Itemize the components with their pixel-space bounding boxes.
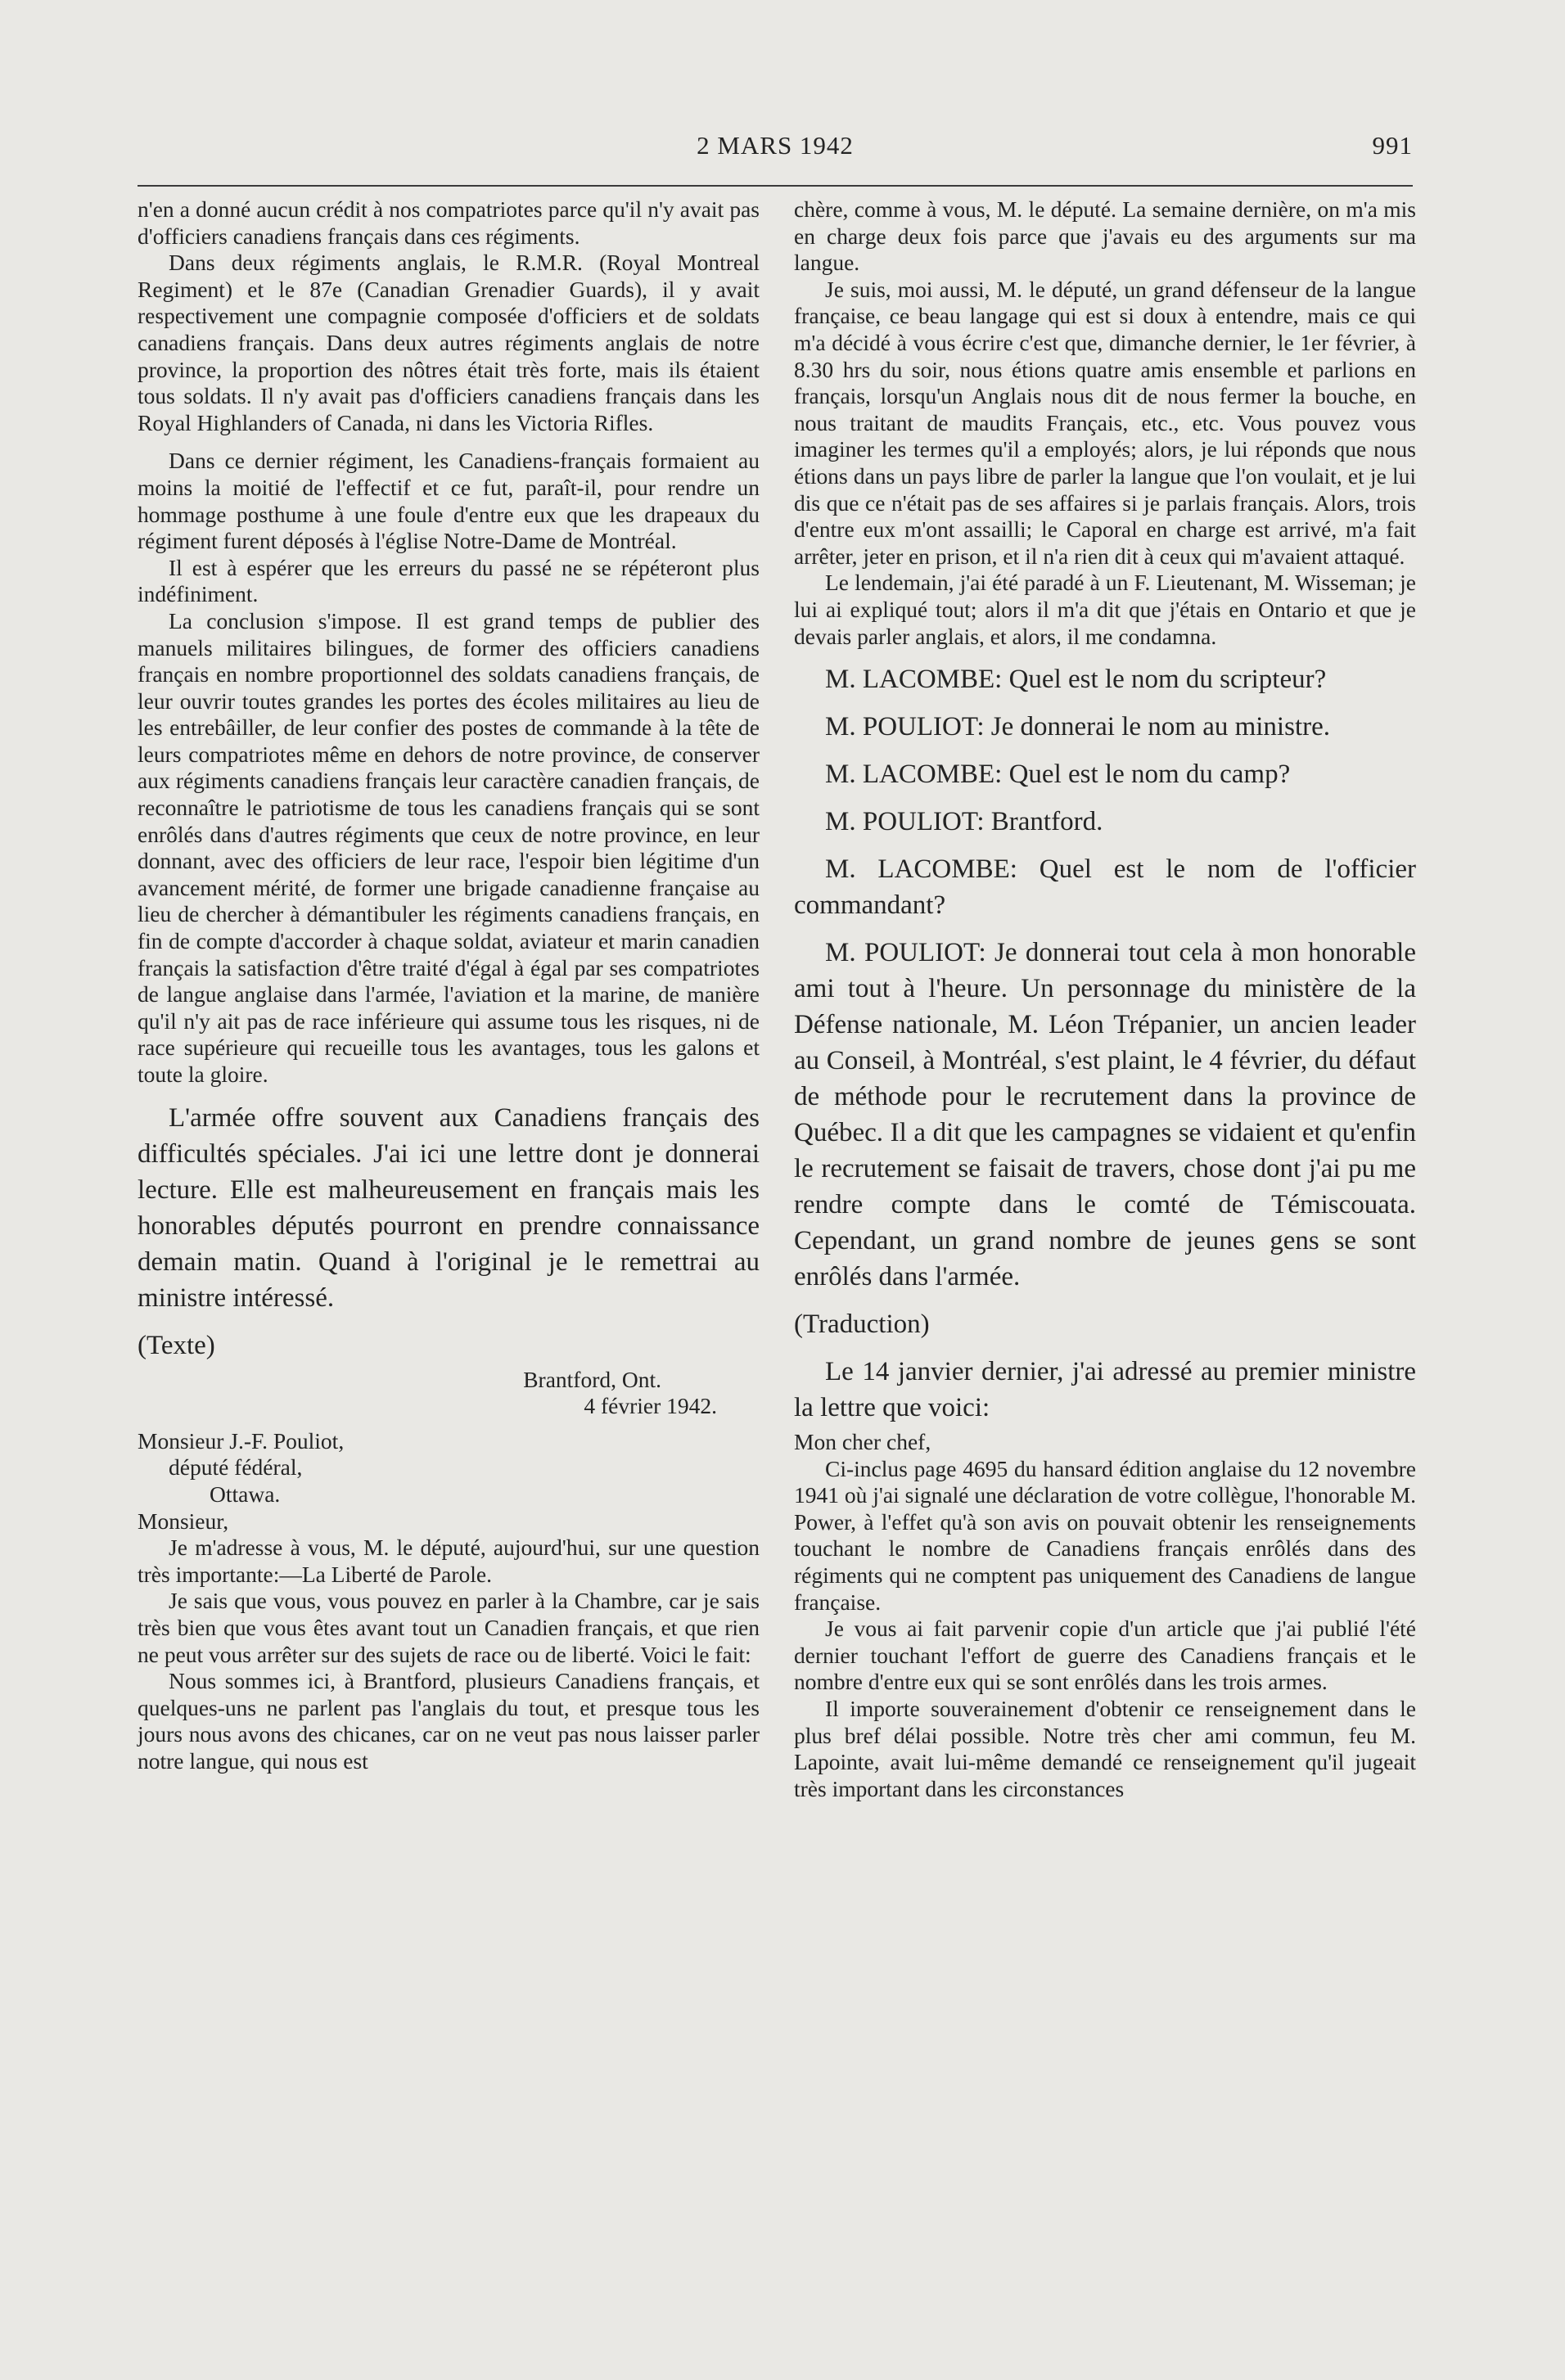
speech-paragraph: M. LACOMBE: Quel est le nom de l'officier commandant? — [794, 854, 1416, 921]
letter-paragraph: Je m'adresse à vous, M. le député, aujourd'hui, sur une question très importante:—La Liberté de Parole. — [138, 1535, 760, 1587]
letter-place: Brantford, Ont. — [523, 1366, 661, 1392]
right-column — [794, 196, 1416, 1802]
page-header — [138, 123, 1413, 164]
letter-address: député fédéral, — [169, 1454, 303, 1481]
speech-paragraph: M. LACOMBE: Quel est le nom du scripteur? — [825, 665, 1327, 695]
paragraph: Dans deux régiments anglais, le R.M.R. (Royal Montreal Regiment) et le 87e (Canadian Grenadier Guards), il y avait respectivement une compagnie composée d'officiers et de soldats canadiens français. Dans deux autres régiments anglais de notre province, la proportion des nôtres était très forte, mais ils étaient tous soldats. Il n'y avait pas d'officiers canadiens français dans les Royal Highlanders of Canada, ni dans les Victoria Rifles. — [138, 250, 760, 435]
speech-paragraph: M. POULIOT: Brantford. — [825, 807, 1103, 837]
speech-paragraph: M. POULIOT: Je donnerai le nom au ministre. — [825, 712, 1330, 742]
speech-paragraph: M. LACOMBE: Quel est le nom du camp? — [825, 760, 1291, 790]
header-date: 2 MARS 1942 — [697, 131, 854, 160]
letter-paragraph: Il importe souverainement d'obtenir ce renseignement dans le plus bref délai possible. Notre très cher ami commun, feu M. Lapointe, avait lui-même demandé ce renseignement qu'il jugeait très important dans les circonstances — [794, 1696, 1416, 1801]
section-label: (Texte) — [138, 1330, 215, 1360]
letter-paragraph: Je suis, moi aussi, M. le député, un grand défenseur de la langue française, ce beau langage qui est si doux à entendre, mais ce qui m'a décidé à vous écrire c'est que, dimanche dernier, le 1er février, à 8.30 hrs du soir, nous étions quatre amis ensemble et parlions en français, lorsqu'un Anglais nous dit de nous fermer la bouche, en nous traitant de maudits Français, etc., etc. Vous pouvez vous imaginer les termes qu'il a employés; alors, je lui réponds que nous étions dans un pays libre de parler la langue que l'on voulait, et je lui dis que ce n'était pas de ses affaires si je parlais français. Alors, trois d'entre eux m'ont assailli; le Caporal en charge est arrivé, m'a fait arrêter, jeter en prison, et il n'a rien dit à ceux qui m'avaient attaqué. — [794, 276, 1416, 569]
paragraph: Il est à espérer que les erreurs du passé ne se répéteront plus indéfiniment. — [138, 554, 760, 607]
page-number: 991 — [1372, 131, 1413, 160]
letter-salutation: Monsieur, — [138, 1508, 229, 1534]
letter-paragraph: Je vous ai fait parvenir copie d'un article que j'ai publié l'été dernier touchant l'effort de guerre des Canadiens français et le nombre d'entre eux qui se sont enrôlés dans les trois armes. — [794, 1616, 1416, 1695]
paragraph: Dans ce dernier régiment, les Canadiens-français formaient au moins la moitié de l'effectif et ce fut, paraît-il, pour rendre un hommage posthume à une foule d'entre eux que les drapeaux du régiment furent déposés à l'église Notre-Dame de Montréal. — [138, 448, 760, 554]
section-label: (Traduction) — [794, 1309, 930, 1340]
paragraph: La conclusion s'impose. Il est grand temps de publier des manuels militaires bilingues, de former des officiers canadiens français en nombre proportionnel des soldats canadiens français, de leur ouvrir toutes grandes les portes des écoles militaires au lieu de les entrebâiller, de leur confier des postes de commande à la tête de leurs compatriotes même en dehors de notre province, de conserver aux régiments canadiens français leur caractère canadien français, de reconnaître le patriotisme de tous les canadiens français qui se sont enrôlés dans d'autres régiments que ceux de notre province, en leur donnant, avec des officiers de leur race, l'espoir bien légitime d'un avancement mérité, de former une brigade canadienne française au lieu de chercher à démantibuler les régiments canadiens français, en fin de compte d'accorder à chaque soldat, aviateur et marin canadien français la satisfaction d'être traité d'égal à égal par ses compatriotes de langue anglaise dans l'armée, l'aviation et la marine, de manière qu'il n'y ait pas de race inférieure qui assume tous les risques, ni de race supérieure qui recueille tous les avantages, tous les galons et toute la gloire. — [138, 607, 760, 1087]
speech-paragraph: Le 14 janvier dernier, j'ai adressé au premier ministre la lettre que voici: — [794, 1357, 1416, 1423]
letter-address: Ottawa. — [210, 1481, 281, 1507]
speech-paragraph: M. POULIOT: Je donnerai tout cela à mon honorable ami tout à l'heure. Un personnage du ministère de la Défense nationale, M. Léon Trépanier, un ancien leader au Conseil, à Montréal, s'est plaint, le 4 février, du défaut de méthode pour le recrutement dans la province de Québec. Il a dit que les campagnes se vidaient et qu'enfin le recrutement se faisait de travers, chose dont j'ai pu me rendre compte dans le comté de Témiscouata. Cependant, un grand nombre de jeunes gens se sont enrôlés dans l'armée. — [794, 938, 1416, 1292]
left-column — [138, 196, 760, 1775]
letter-paragraph: Le lendemain, j'ai été paradé à un F. Lieutenant, M. Wisseman; je lui ai expliqué tout; alors il m'a dit que j'étais en Ontario et que je devais parler anglais, et alors, il me condamna. — [794, 570, 1416, 649]
letter-paragraph: Ci-inclus page 4695 du hansard édition anglaise du 12 novembre 1941 où j'ai signalé une déclaration de votre collègue, l'honorable M. Power, à l'effet qu'à son avis on pouvait obtenir les renseignements touchant le nombre de Canadiens français enrôlés dans des régiments qui ne comptent pas uniquement des Canadiens de langue française. — [794, 1455, 1416, 1615]
letter-paragraph: chère, comme à vous, M. le député. La semaine dernière, on m'a mis en charge deux fois parce que j'avais eu des arguments sur ma langue. — [794, 196, 1416, 276]
paragraph: n'en a donné aucun crédit à nos compatriotes parce qu'il n'y avait pas d'officiers canadiens français dans ces régiments. — [138, 196, 760, 249]
letter-date: 4 février 1942. — [584, 1393, 717, 1419]
letter-salutation: Mon cher chef, — [794, 1429, 931, 1455]
letter-address: Monsieur J.-F. Pouliot, — [138, 1427, 345, 1454]
letter-paragraph: Je sais que vous, vous pouvez en parler à la Chambre, car je sais très bien que vous êtes avant tout un Canadien français, et que rien ne peut vous arrêter sur des sujets de race ou de liberté. Voici le fait: — [138, 1588, 760, 1667]
letter-paragraph: Nous sommes ici, à Brantford, plusieurs Canadiens français, et quelques-uns ne parlent pas l'anglais du tout, et presque tous les jours nous avons des chicanes, car on ne veut pas nous laisser parler notre langue, qui nous est — [138, 1668, 760, 1774]
header-rule — [138, 185, 1413, 187]
speech-paragraph: L'armée offre souvent aux Canadiens français des difficultés spéciales. J'ai ici une lettre dont je donnerai lecture. Elle est malheureusement en français mais les honorables députés pourront en prendre connaissance demain matin. Quand à l'original je le remettrai au ministre intéressé. — [138, 1102, 760, 1313]
